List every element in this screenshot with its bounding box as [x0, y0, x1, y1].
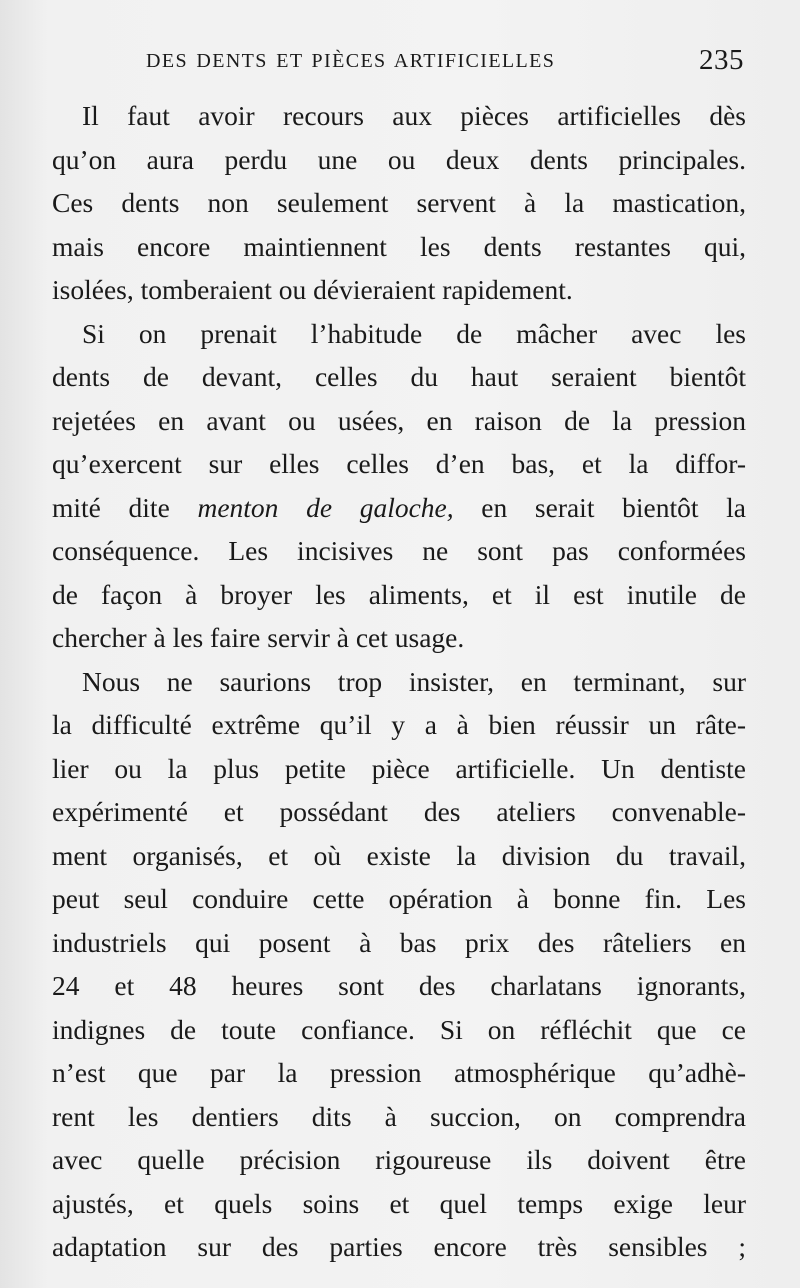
text-line: qu’exercent sur elles celles d’en bas, et la diffor- [52, 448, 746, 479]
page-number: 235 [699, 44, 744, 76]
text-line: conséquence. Les incisives ne sont pas conformées [52, 535, 746, 566]
text-line: avec quelle précision rigoureuse ils doivent être [52, 1144, 746, 1175]
body-text [52, 94, 746, 1269]
text-line: industriels qui posent à bas prix des râteliers en [52, 926, 746, 958]
text-segment: en serait bientôt la [481, 491, 747, 523]
text-line: lier ou la plus petite pièce artificielle. Un dentiste [52, 752, 746, 784]
text-line: chercher à les faire servir à cet usage. [52, 622, 465, 653]
text-line: Ces dents non seulement servent à la mastication, [52, 187, 746, 218]
text-line: la difficulté extrême qu’il y a à bien réussir un râte- [52, 709, 746, 740]
text-line: mais encore maintiennent les dents restantes qui, [52, 230, 746, 262]
text-line: qu’on aura perdu une ou deux dents principales. [52, 143, 746, 175]
text-line: n’est que par la pression atmosphérique qu’adhè- [52, 1057, 746, 1088]
text-line: expérimenté et possédant des ateliers convenable- [52, 796, 746, 827]
text-line: Nous ne saurions trop insister, en terminant, sur [82, 665, 746, 697]
text-line: rejetées en avant ou usées, en raison de la pression [52, 404, 746, 436]
text-line: isolées, tomberaient ou dévieraient rapidement. [52, 274, 573, 305]
text-line: ment organisés, et où existe la division du travail, [52, 839, 746, 871]
text-line: de façon à broyer les aliments, et il est inutile de [52, 578, 746, 610]
text-line: Il faut avoir recours aux pièces artificielles dès [82, 100, 746, 131]
text-line: indignes de toute confiance. Si on réfléchit que ce [52, 1013, 746, 1045]
text-line: peut seul conduire cette opération à bonne fin. Les [52, 883, 746, 914]
text-segment: mité dite [52, 491, 170, 523]
italic-phrase: menton de galoche, [197, 491, 454, 523]
text-line: Si on prenait l’habitude de mâcher avec les [82, 317, 746, 349]
text-line: ajustés, et quels soins et quel temps exige leur [52, 1187, 746, 1219]
running-title: DES DENTS ET PIÈCES ARTIFICIELLES [146, 50, 556, 72]
text-line: 24 et 48 heures sont des charlatans ignorants, [52, 970, 746, 1001]
text-line: rent les dentiers dits à succion, on comprendra [52, 1100, 746, 1132]
text-line: dents de devant, celles du haut seraient bientôt [52, 361, 746, 392]
text-line: adaptation sur des parties encore très sensibles ; [52, 1231, 746, 1262]
text-line-with-italic [52, 486, 746, 530]
running-header [146, 44, 746, 78]
